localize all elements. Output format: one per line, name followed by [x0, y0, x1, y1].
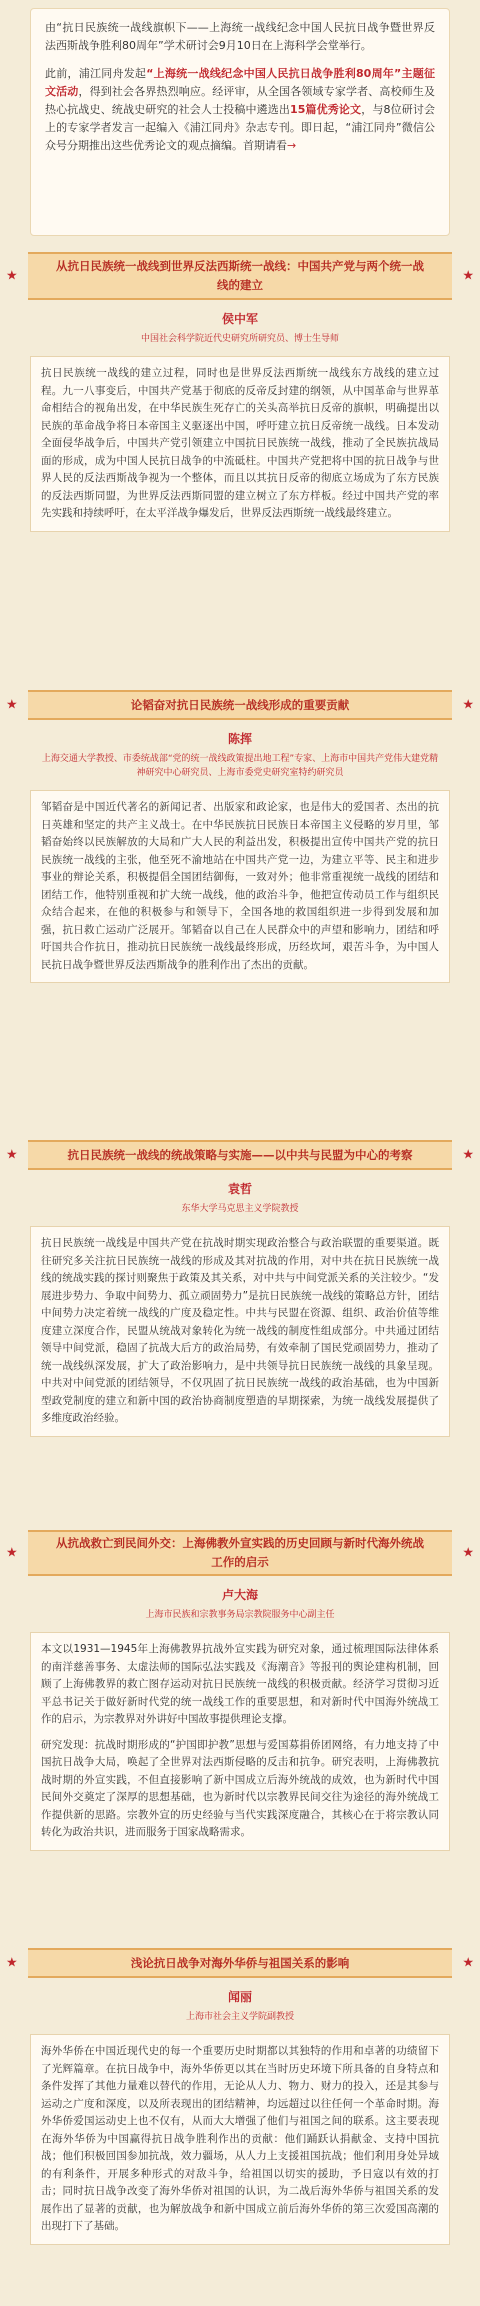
article-section-1: [0, 252, 480, 532]
article-title-banner: [6, 1530, 474, 1576]
author-name: 袁哲: [227, 1182, 252, 1196]
star-icon: ★: [462, 1545, 474, 1561]
article-title: 论韬奋对抗日民族统一战线形成的重要贡献: [130, 697, 350, 712]
read-more-arrow-icon[interactable]: →: [287, 139, 297, 152]
author-affiliation: 上海交通大学教授、市委统战部“党的统一战线政策提出地工程”专家、上海市中国共产党伟大建党精神研究中心研究员、上海市委党史研究室特约研究员: [41, 754, 439, 778]
summary-paragraph: 海外华侨在中国近现代史的每一个重要历史时期都以其独特的作用和卓著的功绩留下了光辉篇章。在抗日战争中，海外华侨更以其在当时历史环境下所具备的自身特点和条件发挥了其他力量难以替代的作用，无论从人力、物力、财力的投入，还是其参与运动之广度和深度，以及所表现出的团结精神，均远超过以往任何一个革命时期。海外华侨爱国运动史上也不仅有，从而大大增强了他们与祖国之间的联系。这主要表现在海外华侨为中国赢得抗日战争胜利作出的贡献：他们踊跃认捐献金、支持中国抗战；他们积极回国参加抗战，效力疆场，从人力上支援祖国抗战；他们利用身处异域的有利条件，开展多种形式的对敌斗争，给祖国以切实的援助，予日寇以有效的打击；同时抗日战争改变了海外华侨对祖国的认识，为二战后海外华侨与祖国关系的发展作出了显著的贡献，也为解放战争和新中国成立前后海外华侨的第三次爱国高潮的出现打下了基础。: [41, 2045, 439, 2232]
article-section-3: [0, 1140, 480, 1437]
article-title: 浅论抗日战争对海外华侨与祖国关系的影响: [130, 1955, 350, 1970]
intro-paragraph-2: [45, 65, 435, 155]
article-section-5: [0, 1948, 480, 2245]
intro-paragraph-1: 由“抗日民族统一战线旗帜下——上海统一战线纪念中国人民抗日战争暨世界反法西斯战争胜利80周年”学术研讨会9月10日在上海科学会堂举行。: [45, 21, 435, 52]
star-icon: ★: [462, 268, 474, 284]
star-icon: ★: [462, 1147, 474, 1163]
article-summary: [30, 1226, 450, 1437]
star-icon: ★: [6, 1545, 18, 1561]
paper-count: 15篇优秀论文: [290, 103, 362, 116]
star-icon: ★: [6, 268, 18, 284]
article-title: 从抗日民族统一战线到世界反法西斯统一战线：中国共产党与两个统一战线的建立: [56, 259, 424, 292]
article-title-banner: [6, 1140, 474, 1170]
author-affiliation: 中国社会科学院近代史研究所研究员、博士生导师: [140, 334, 339, 344]
intro-card: [30, 8, 450, 236]
star-icon: ★: [462, 1955, 474, 1971]
article-section-2: [0, 690, 480, 983]
summary-paragraph: 研究发现：抗战时期形成的“护国即护教”思想与爱国募捐侨团网络，有力地支持了中国抗日战争大局，唤起了全世界对法西斯侵略的反击和抗争。研究表明，上海佛教抗战时期的外宣实践，不但直接影响了新中国成立后海外统战的成效，也为新时代中国民间外交奠定了深厚的思想基础，也为新时代以宗教界民间交往为途径的海外统战工作提供新的思路。宗教外宣的历史经验与当代实践深度融合，其核心在于将宗教认同转化为政治共识，进而服务于国家战略需求。: [41, 1738, 439, 1838]
article-title-banner: [6, 1948, 474, 1978]
summary-paragraph: 抗日民族统一战线的建立过程，同时也是世界反法西斯统一战线东方战线的建立过程。九一八事变后，中国共产党基于彻底的反帝反封建的纲领，从中国革命与世界革命相结合的视角出发，在中华民族生死存亡的关头高举抗日反帝的旗帜，明确提出以民族的革命战争将日本帝国主义驱逐出中国，呼吁建立抗日反帝统一战线。日本发动全面侵华战争后，中国共产党引领建立中国抗日民族统一战线，推动了全民族抗战局面的形成，成为中国人民抗日战争的中流砥柱。中国共产党把将中国的抗日战争与世界人民的反法西斯战争视为一个整体，而且以其抗日反帝的彻底立场成为了东方民族的反法西斯同盟，为世界反法西斯同盟的建立树立了东方样板。经过中国共产党的率先实践和持续呼吁，在太平洋战争爆发后，世界反法西斯统一战线最终建立。: [41, 367, 439, 519]
article-summary: [30, 2034, 450, 2245]
intro-text-b: ，得到社会各界热烈响应。经评审，从全国各领域专家学者、高校师生及热心抗战史、统战史研究的社会人士投稿中遴选出: [45, 85, 436, 116]
campaign-name: “上海统一战线纪念中国人民抗日战争胜利80周年”主题征文活动: [45, 67, 436, 98]
intro-text-c: ，与8位研讨会上的专家学者发言一起编入《浦江同舟》杂志专刊。即日起，“浦江同舟”微信公众号分期推出这些优秀论文的观点摘编。首期请看: [45, 103, 436, 152]
author-affiliation: 上海市社会主义学院副教授: [185, 2012, 294, 2022]
star-icon: ★: [6, 1147, 18, 1163]
article-title: 抗日民族统一战线的统战策略与实施——以中共与民盟为中心的考察: [67, 1147, 413, 1162]
star-icon: ★: [462, 697, 474, 713]
summary-paragraph: 邹韬奋是中国近代著名的新闻记者、出版家和政论家，也是伟大的爱国者、杰出的抗日英雄和坚定的共产主义战士。在中华民族抗日民族日本帝国主义侵略的岁月里，邹韬奋始终以民族解放的大局和广大人民的利益出发，积极提出宣传中国共产党的抗日民族统一战线的主张，他至死不渝地站在中国共产党一边，为建立平等、民主和进步事业的辩论关系，积极提倡全国团结御侮，一致对外；他非常重视统一战线的团结和团结工作，他特别重视和扩大统一战线，他的政治斗争，他把宣传动员工作与组织民众结合起来，在他的积极参与和领导下，全国各地的救国组织进一步得到发展和加强，抗日救亡运动广泛展开。邹韬奋以自己在人民群众中的声望和影响力，团结和呼吁国共合作抗日，推动抗日民族统一战线最终形成，历经坎坷，艰苦斗争，为中国人民抗日战争暨世界反法西斯战争的胜利作出了杰出的贡献。: [41, 801, 439, 971]
author-affiliation: 东华大学马克思主义学院教授: [181, 1204, 299, 1214]
summary-paragraph: 抗日民族统一战线是中国共产党在抗战时期实现政治整合与政治联盟的重要渠道。既往研究多关注抗日民族统一战线的形成及其对抗战的作用，对中共在抗日民族统一战线的统战实践的探讨则聚焦于政策及其关系，对中共与中间党派关系的关注较少。“发展进步势力、争取中间势力、孤立顽固势力”是抗日民族统一战线的策略总方针，团结中间势力决定着统一战线的广度及稳定性。中共与民盟在资源、组织、政治价值等维度建立深度合作，民盟从统战对象转化为统一战线的制度性组成部分。中共通过团结领导中间党派，稳固了抗战大后方的政治局势，有效牵制了国民党顽固势力，推动了统一战线纵深发展，扩大了政治影响力，是中共领导抗日民族统一战线的具象呈现。中共对中间党派的团结领导，不仅巩固了抗日民族统一战线的政治基础，也为中国新型政党制度的建立和新中国的政治协商制度塑造的早期探索，为统一战线发展提供了多维度政治经验。: [41, 1237, 439, 1424]
author-affiliation: 上海市民族和宗教事务局宗教院服务中心副主任: [145, 1610, 335, 1620]
author-name: 陈挥: [227, 732, 252, 746]
author-name: 闻丽: [227, 1990, 252, 2004]
article-title-banner: [6, 252, 474, 300]
summary-paragraph: 本文以1931—1945年上海佛教界抗战外宣实践为研究对象，通过梳理国际法律体系的南洋慈善事务、太虚法师的国际弘法实践及《海潮音》等报刊的舆论建构机制，回顾了上海佛教界的救亡图存运动对抗日民族统一战线的积极贡献。经济学习贯彻习近平总书记关于做好新时代党的统一战线工作的重要思想，和对新时代中国海外统战工作的启示，为宗教界对外讲好中国故事提供理论支撑。: [41, 1643, 439, 1725]
article-summary: [30, 356, 450, 532]
article-summary: [30, 790, 450, 983]
star-icon: ★: [6, 697, 18, 713]
article-title: 从抗战救亡到民间外交：上海佛教外宣实践的历史回顾与新时代海外统战工作的启示: [56, 1536, 424, 1569]
article-section-4: [0, 1530, 480, 1851]
article-title-banner: [6, 690, 474, 720]
intro-text-a: 此前，浦江同舟发起: [45, 67, 147, 80]
article-summary: [30, 1632, 450, 1851]
author-name: 卢大海: [221, 1588, 258, 1602]
star-icon: ★: [6, 1955, 18, 1971]
author-name: 侯中军: [221, 312, 258, 326]
